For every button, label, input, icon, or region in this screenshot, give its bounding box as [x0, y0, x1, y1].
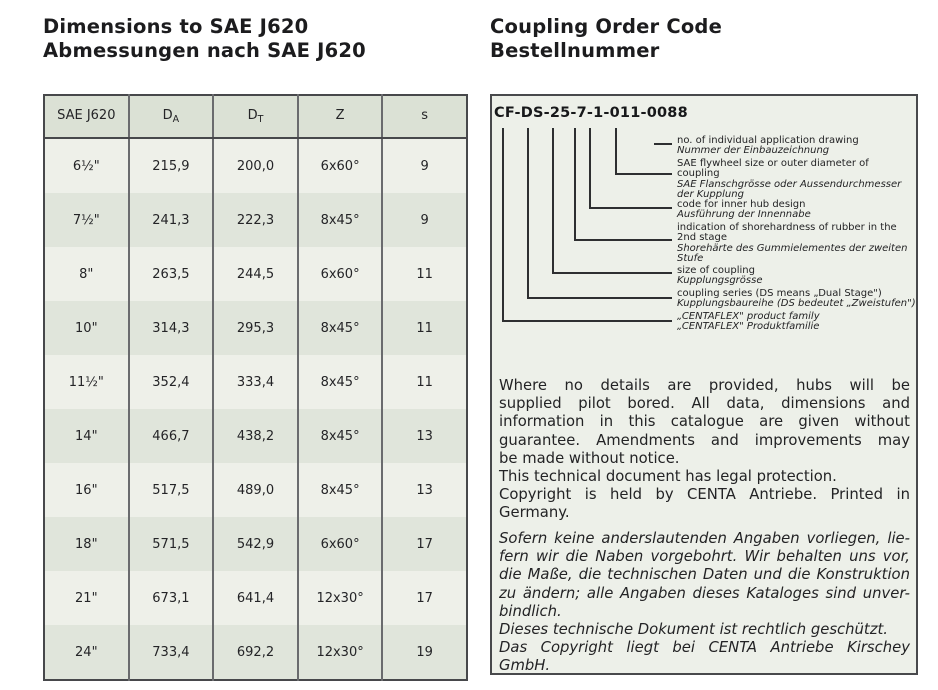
text-line: Copyright is held by CENTA Antriebe. Printed in — [499, 486, 910, 504]
table-cell: 8x45° — [298, 463, 383, 517]
table-cell: 14" — [44, 409, 129, 463]
table-cell: 12x30° — [298, 625, 383, 680]
table-cell: 24" — [44, 625, 129, 680]
table-cell: 641,4 — [213, 571, 298, 625]
table-cell: 200,0 — [213, 138, 298, 193]
code-label-line: Nummer der Einbauzeichnung — [677, 145, 830, 157]
code-label-coupling-series — [677, 289, 916, 310]
code-label-line: indication of shorehardness of rubber in the — [677, 222, 897, 233]
table-cell: 8x45° — [298, 355, 383, 409]
text-line: information in this catalogue are given without — [499, 413, 910, 431]
table-cell: 11 — [382, 301, 467, 355]
code-label-line: code for inner hub design — [677, 199, 806, 210]
order-code-text: CF-DS-25-7-1-011-0088 — [494, 105, 688, 121]
table-cell: 17 — [382, 571, 467, 625]
table-cell: 6x60° — [298, 247, 383, 301]
table-cell: 692,2 — [213, 625, 298, 680]
table-cell: 21" — [44, 571, 129, 625]
code-label-line: Shorehärte des Gummielementes der zweiten — [677, 242, 908, 254]
table-cell: 10" — [44, 301, 129, 355]
column-header-da: $D_A$ — [129, 95, 214, 138]
table-cell: 222,3 — [213, 193, 298, 247]
table-row — [44, 517, 467, 571]
text-line: This technical document has legal protection. — [499, 468, 837, 486]
order-code-title-en: Coupling Order Code — [490, 15, 723, 38]
table-cell: 241,3 — [129, 193, 214, 247]
table-cell: 571,5 — [129, 517, 214, 571]
code-label-flywheel-size — [677, 159, 901, 200]
text-line: GmbH. — [499, 657, 551, 675]
table-cell: 263,5 — [129, 247, 214, 301]
table-cell: 16" — [44, 463, 129, 517]
text-line: Dieses technische Dokument ist rechtlich geschützt. — [499, 621, 889, 639]
code-label-line: coupling — [677, 168, 720, 180]
text-line: Das Copyright liegt bei CENTA Antriebe Kirschey — [499, 639, 910, 657]
code-label-line: SAE flywheel size or outer diameter of — [677, 158, 869, 169]
column-header-sae-j620: SAE J620 — [44, 95, 129, 138]
order-code-panel — [490, 94, 918, 675]
disclaimer-english — [499, 377, 910, 523]
table-row — [44, 409, 467, 463]
code-label-line: „CENTAFLEX" product family — [677, 311, 820, 322]
text-line: supplied pilot bored. All data, dimensions and — [499, 395, 910, 413]
table-cell: 17 — [382, 517, 467, 571]
text-line: Where no details are provided, hubs will be — [499, 377, 910, 394]
code-label-line: no. of individual application drawing — [677, 135, 859, 146]
table-cell: 6x60° — [298, 138, 383, 193]
table-row — [44, 355, 467, 409]
table-cell: 517,5 — [129, 463, 214, 517]
code-label-product-family — [677, 312, 820, 333]
code-label-coupling-size — [677, 266, 762, 287]
table-cell: 7½" — [44, 193, 129, 247]
table-header-row — [44, 95, 467, 138]
table-cell: 6½" — [44, 138, 129, 193]
table-cell: 295,3 — [213, 301, 298, 355]
table-cell: 314,3 — [129, 301, 214, 355]
table-cell: 18" — [44, 517, 129, 571]
table-cell: 11½" — [44, 355, 129, 409]
table-cell: 244,5 — [213, 247, 298, 301]
table-cell: 19 — [382, 625, 467, 680]
table-cell: 6x60° — [298, 517, 383, 571]
code-label-line: 2nd stage — [677, 232, 727, 244]
table-cell: 13 — [382, 409, 467, 463]
column-header-s: s — [382, 95, 467, 138]
table-cell: 438,2 — [213, 409, 298, 463]
code-label-line: size of coupling — [677, 265, 755, 276]
code-label-line: coupling series (DS means „Dual Stage") — [677, 288, 882, 299]
table-cell: 352,4 — [129, 355, 214, 409]
disclaimer-german — [499, 530, 910, 676]
text-line: Sofern keine anderslautenden Angaben vorliegen, lie- — [499, 530, 910, 547]
table-cell: 9 — [382, 193, 467, 247]
code-label-line: Ausführung der Innennabe — [677, 209, 811, 221]
dimensions-title — [43, 15, 366, 63]
order-code-title — [490, 15, 722, 63]
code-label-line: der Kupplung — [677, 188, 744, 200]
table-cell: 8x45° — [298, 301, 383, 355]
code-label-line: Kupplungsgrösse — [677, 275, 763, 287]
table-cell: 8" — [44, 247, 129, 301]
text-line: zu ändern; alle Angaben dieses Kataloges sind unver- — [499, 584, 910, 602]
code-label-application-drawing — [677, 136, 859, 157]
order-code-title-de: Bestellnummer — [490, 39, 660, 62]
text-line: fern wir die Naben vorgebohrt. Wir behalten uns vor, — [499, 548, 910, 566]
text-line: guarantee. Amendments and improvements may — [499, 431, 910, 449]
code-label-line: Stufe — [677, 252, 704, 264]
table-cell: 215,9 — [129, 138, 214, 193]
text-line: be made without notice. — [499, 449, 680, 467]
code-label-hub-design — [677, 200, 811, 221]
table-cell: 12x30° — [298, 571, 383, 625]
table-row — [44, 625, 467, 680]
table-cell: 11 — [382, 247, 467, 301]
text-line: Germany. — [499, 504, 570, 522]
table-row — [44, 138, 467, 193]
table-row — [44, 247, 467, 301]
table-cell: 13 — [382, 463, 467, 517]
dimensions-title-en: Dimensions to SAE J620 — [43, 15, 309, 38]
code-label-line: SAE Flanschgrösse oder Aussendurchmesser — [677, 178, 902, 190]
table-cell: 333,4 — [213, 355, 298, 409]
dimensions-title-de: Abmessungen nach SAE J620 — [43, 39, 366, 62]
text-line: die Maße, die technischen Daten und die Konstruktion — [499, 566, 910, 584]
table-cell: 466,7 — [129, 409, 214, 463]
code-label-line: „CENTAFLEX" Produktfamilie — [677, 321, 820, 333]
table-cell: 8x45° — [298, 409, 383, 463]
table-row — [44, 463, 467, 517]
table-row — [44, 193, 467, 247]
table-cell: 11 — [382, 355, 467, 409]
table-row — [44, 301, 467, 355]
table-cell: 489,0 — [213, 463, 298, 517]
text-line: bindlich. — [499, 602, 562, 620]
table-cell: 673,1 — [129, 571, 214, 625]
table-cell: 542,9 — [213, 517, 298, 571]
dimensions-table — [43, 94, 468, 681]
code-label-shorehardness — [677, 223, 907, 264]
code-label-line: Kupplungsbaureihe (DS bedeutet „Zweistufen") — [677, 298, 916, 310]
table-row — [44, 571, 467, 625]
table-cell: 9 — [382, 138, 467, 193]
table-cell: 733,4 — [129, 625, 214, 680]
column-header-dt: $D_T$ — [213, 95, 298, 138]
table-cell: 8x45° — [298, 193, 383, 247]
column-header-z: Z — [298, 95, 383, 138]
